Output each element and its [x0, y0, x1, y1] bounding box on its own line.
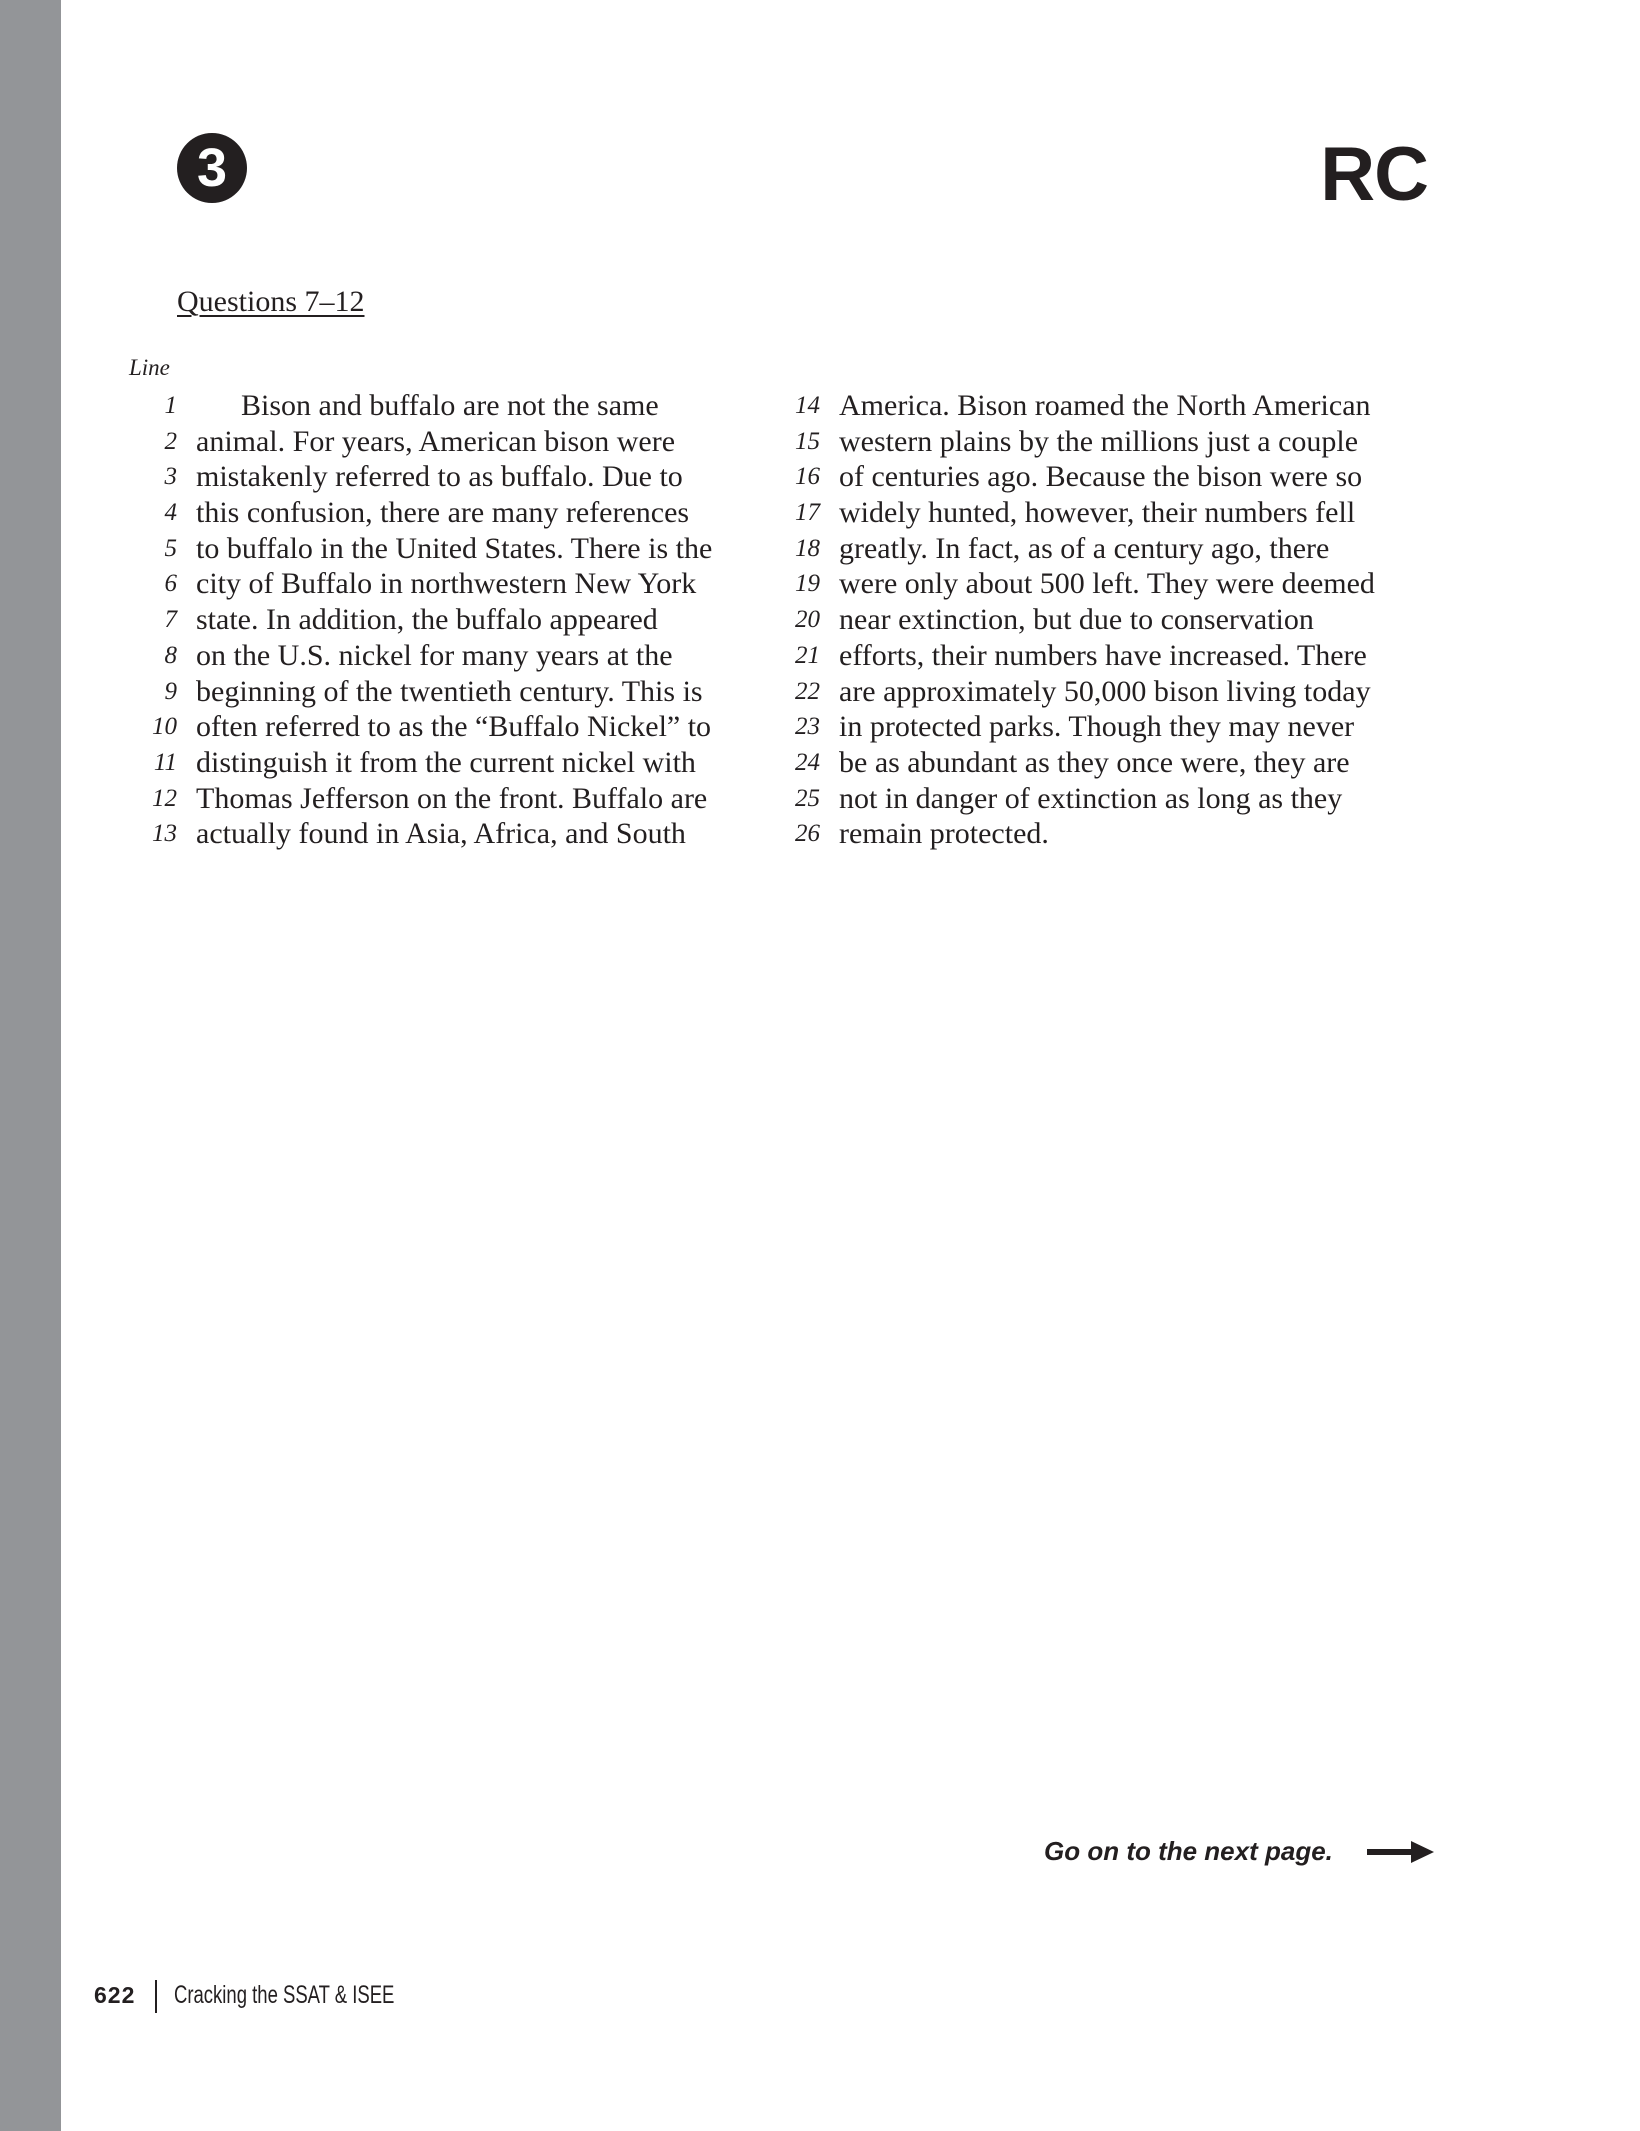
- line-number: 15: [795, 427, 820, 455]
- passage-line: [100, 495, 760, 531]
- passage-line: [740, 781, 1440, 817]
- line-number: 6: [164, 570, 177, 598]
- page-gutter-bar: [0, 0, 61, 2131]
- line-number: 13: [152, 820, 177, 848]
- line-text: are approximately 50,000 bison living today: [839, 674, 1371, 708]
- line-text: to buffalo in the United States. There is the: [196, 531, 713, 565]
- line-text: distinguish it from the current nickel with: [196, 745, 696, 779]
- line-number: 26: [795, 820, 820, 848]
- line-number: 8: [164, 641, 177, 669]
- line-text: near extinction, but due to conservation: [839, 603, 1314, 637]
- line-text: on the U.S. nickel for many years at the: [196, 638, 673, 672]
- passage-line: [740, 424, 1440, 460]
- passage-line: [740, 602, 1440, 638]
- passage-line: [100, 781, 760, 817]
- passage-line: [740, 816, 1440, 852]
- passage-line: [100, 745, 760, 781]
- line-number: 12: [152, 784, 177, 812]
- section-code: RC: [1320, 132, 1428, 217]
- line-number: 16: [795, 463, 820, 491]
- line-text: were only about 500 left. They were deemed: [839, 567, 1375, 601]
- book-title: Cracking the SSAT & ISEE: [174, 1981, 395, 2009]
- line-text: actually found in Asia, Africa, and South: [196, 817, 686, 851]
- line-text: beginning of the twentieth century. This is: [196, 674, 703, 708]
- line-number: 22: [795, 677, 820, 705]
- line-number: 3: [164, 463, 177, 491]
- passage-line: [100, 816, 760, 852]
- passage-line: [100, 566, 760, 602]
- passage-line: [100, 459, 760, 495]
- line-number: 4: [164, 499, 177, 527]
- passage-line: [740, 709, 1440, 745]
- line-number: 14: [795, 392, 820, 419]
- line-text: in protected parks. Though they may never: [839, 710, 1355, 744]
- line-number: 21: [795, 641, 820, 669]
- line-number: 24: [795, 748, 820, 776]
- line-number: 11: [153, 748, 177, 776]
- line-number: 1: [164, 392, 177, 419]
- line-text: western plains by the millions just a couple: [839, 424, 1359, 458]
- line-label: Line: [129, 355, 170, 380]
- line-text: of centuries ago. Because the bison were so: [839, 460, 1363, 494]
- line-text: not in danger of extinction as long as they: [839, 781, 1343, 815]
- passage-line: [740, 566, 1440, 602]
- passage-line: [100, 531, 760, 567]
- passage-line: [740, 459, 1440, 495]
- line-text: state. In addition, the buffalo appeared: [196, 603, 658, 637]
- line-number: 9: [164, 677, 177, 705]
- footer-divider: [155, 1980, 157, 2013]
- line-number: 5: [164, 534, 177, 562]
- page-number: 622: [94, 1982, 136, 2008]
- passage-line: [740, 388, 1440, 424]
- line-number: 10: [152, 713, 177, 741]
- questions-heading: Questions 7–12: [177, 285, 365, 318]
- line-text: often referred to as the “Buffalo Nickel” to: [196, 710, 712, 744]
- passage-line: [740, 745, 1440, 781]
- line-text: animal. For years, American bison were: [196, 424, 676, 458]
- line-text: Bison and buffalo are not the same: [241, 389, 659, 422]
- line-text: this confusion, there are many references: [196, 496, 690, 530]
- line-text: Thomas Jefferson on the front. Buffalo are: [196, 781, 708, 815]
- arrow-right-icon: [1367, 1841, 1434, 1863]
- passage-line: [100, 388, 760, 424]
- passage-left-column: [100, 388, 760, 852]
- line-text: widely hunted, however, their numbers fell: [839, 496, 1356, 530]
- line-number: 19: [795, 570, 820, 598]
- passage-line: [100, 602, 760, 638]
- line-text: be as abundant as they once were, they are: [839, 745, 1350, 779]
- passage-line: [100, 424, 760, 460]
- passage-line: [100, 709, 760, 745]
- passage-right-column: [740, 388, 1440, 852]
- line-text: remain protected.: [839, 817, 1049, 851]
- line-number: 18: [795, 534, 820, 562]
- line-number: 2: [164, 427, 177, 455]
- line-number: 25: [795, 784, 820, 812]
- line-text: greatly. In fact, as of a century ago, there: [839, 531, 1330, 565]
- line-text: mistakenly referred to as buffalo. Due to: [196, 460, 683, 494]
- line-number: 7: [164, 606, 177, 634]
- passage-line: [100, 638, 760, 674]
- line-number: 23: [795, 713, 820, 741]
- passage-line: [740, 674, 1440, 710]
- passage-line: [740, 638, 1440, 674]
- line-text: efforts, their numbers have increased. There: [839, 638, 1367, 672]
- line-text: America. Bison roamed the North American: [839, 389, 1371, 422]
- section-number-badge: 3: [177, 133, 247, 203]
- next-page-instruction: Go on to the next page.: [1044, 1836, 1333, 1866]
- passage-line: [100, 674, 760, 710]
- line-number: 20: [795, 606, 820, 634]
- passage-line: [740, 495, 1440, 531]
- passage-line: [740, 531, 1440, 567]
- line-number: 17: [795, 499, 820, 527]
- line-text: city of Buffalo in northwestern New York: [196, 567, 697, 601]
